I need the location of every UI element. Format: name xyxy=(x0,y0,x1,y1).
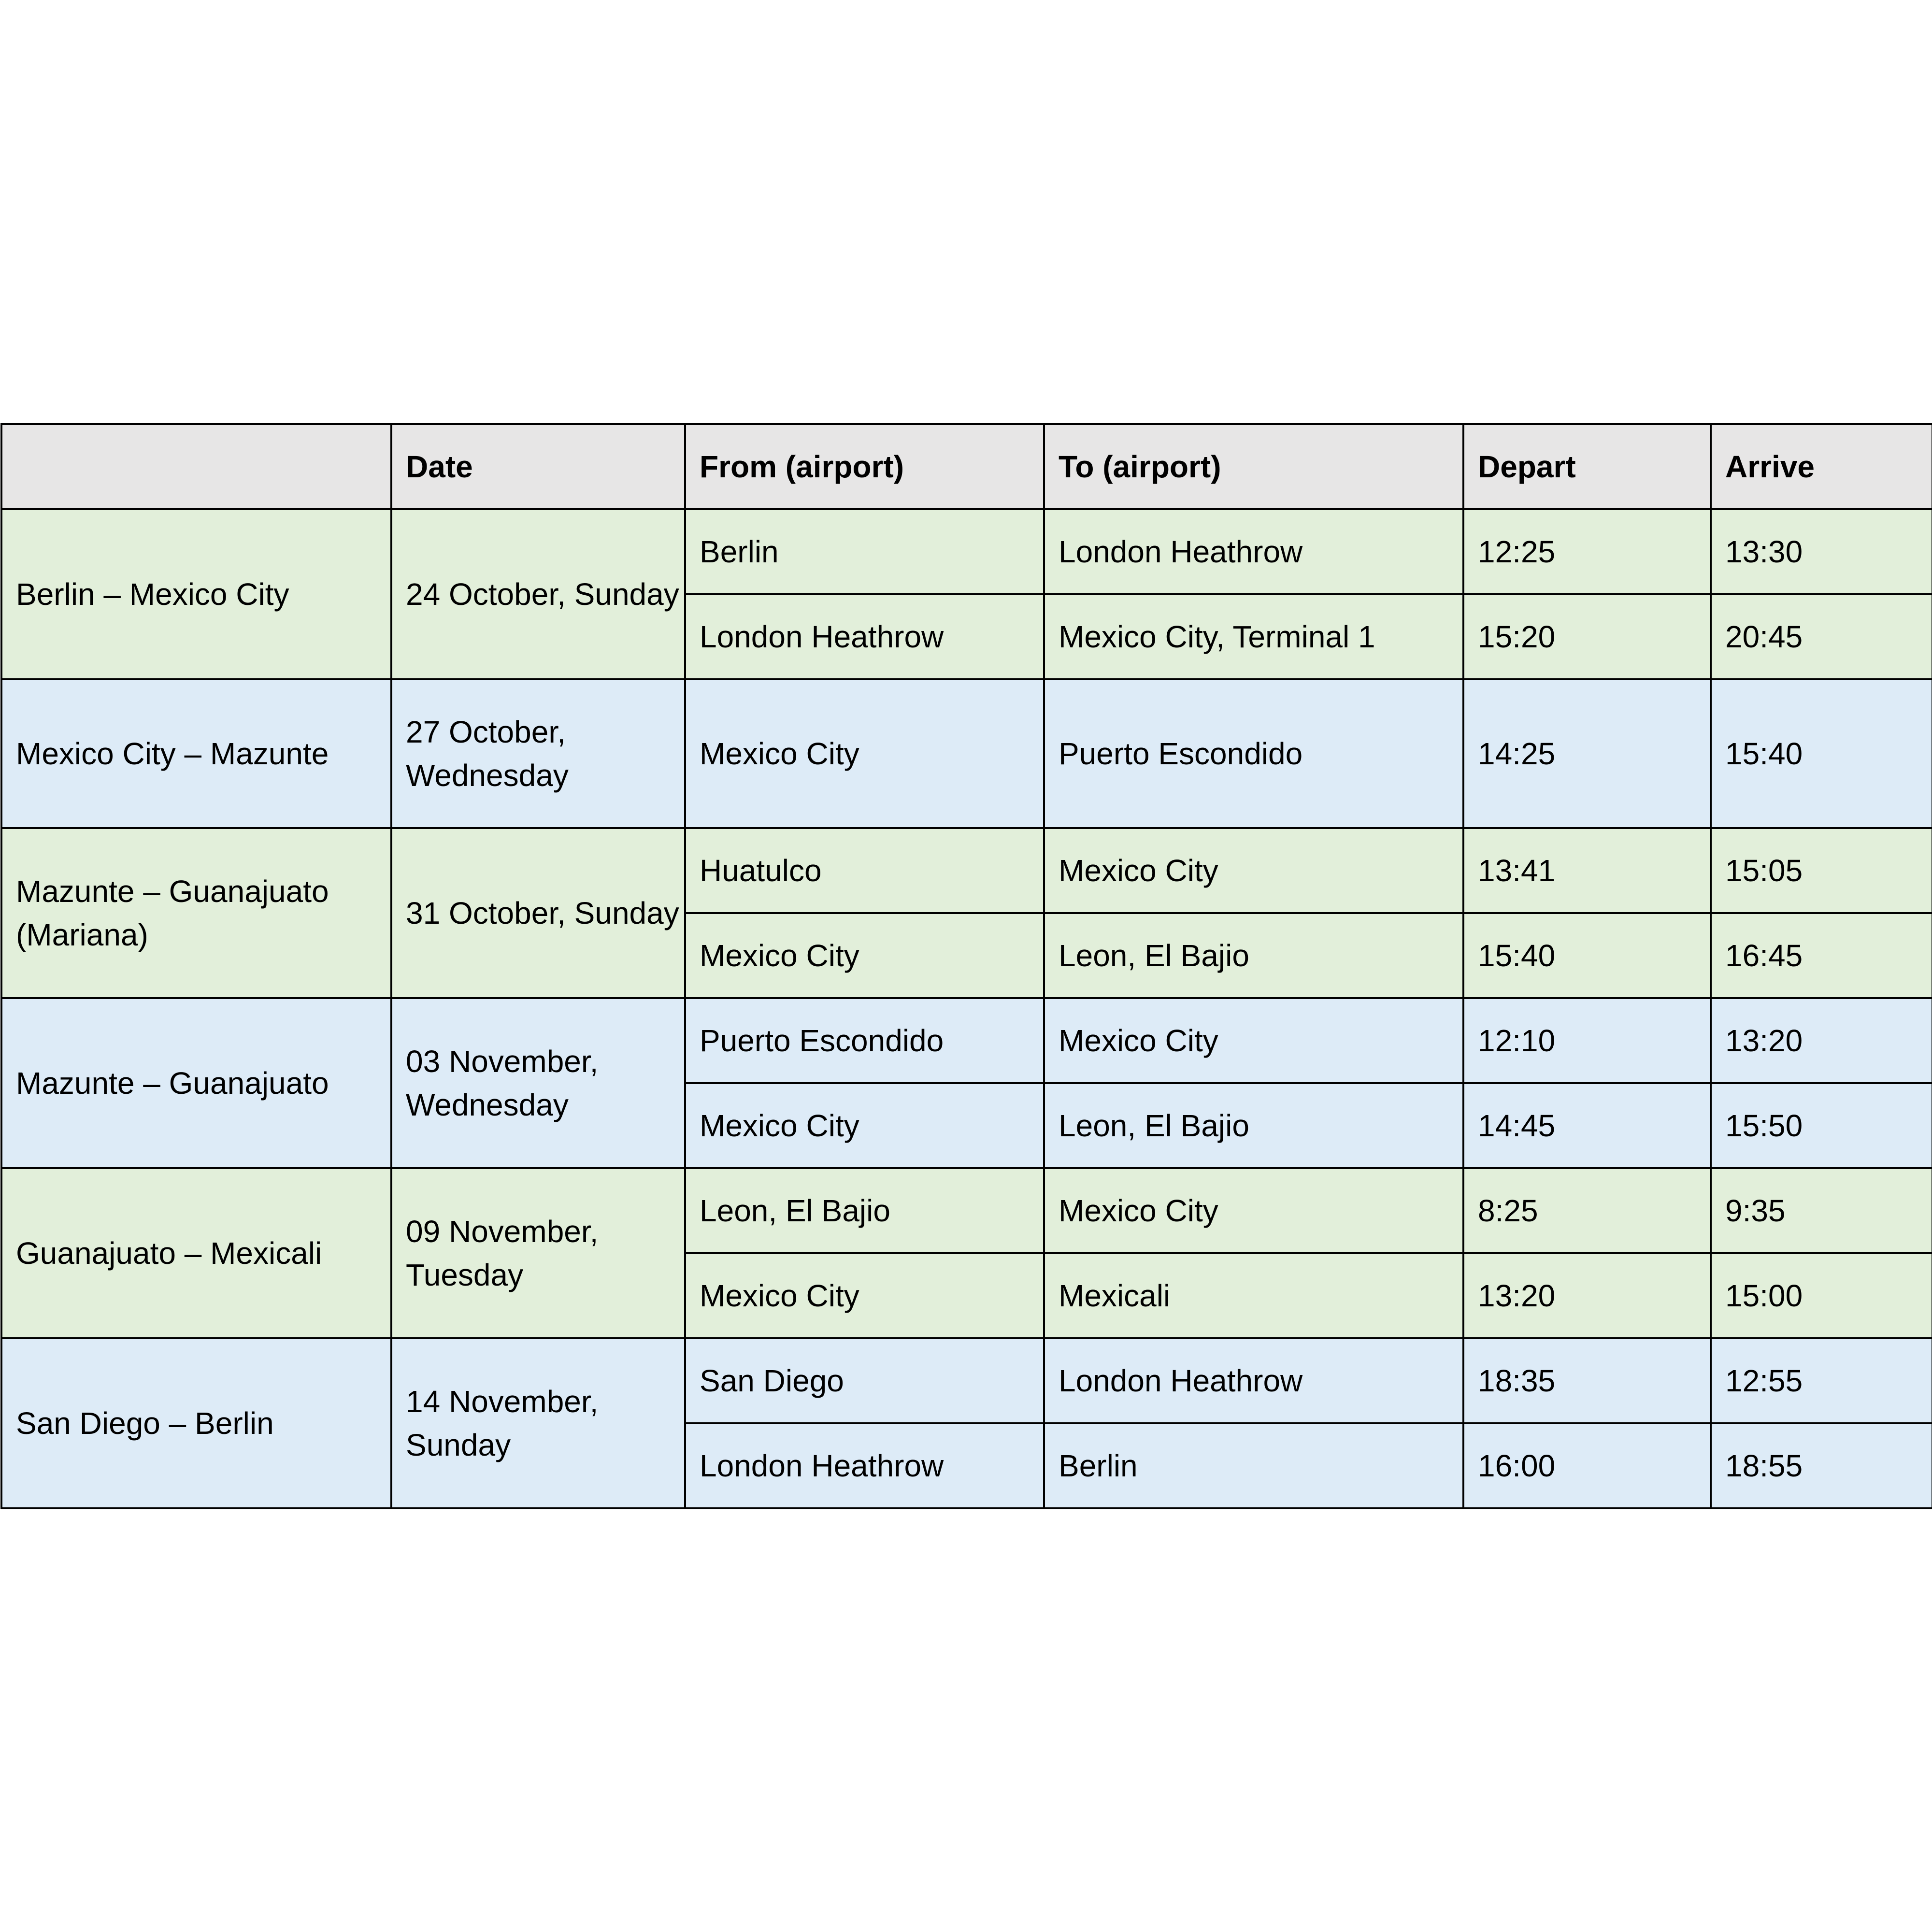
leg-depart: 16:00 xyxy=(1463,1423,1711,1508)
header-date: Date xyxy=(391,424,685,509)
leg-depart: 12:25 xyxy=(1463,509,1711,594)
leg-arrive: 15:50 xyxy=(1711,1083,1932,1168)
header-route xyxy=(1,424,391,509)
leg-arrive: 9:35 xyxy=(1711,1168,1932,1253)
trip-route: Berlin – Mexico City xyxy=(1,509,391,679)
leg-to: Leon, El Bajio xyxy=(1044,913,1463,998)
trip-route: Mexico City – Mazunte xyxy=(1,679,391,828)
leg-arrive: 15:05 xyxy=(1711,828,1932,913)
leg-to: Mexico City xyxy=(1044,1168,1463,1253)
table-row xyxy=(1,998,1932,1083)
leg-depart: 13:20 xyxy=(1463,1253,1711,1338)
trip-date: 24 October, Sunday xyxy=(391,509,685,679)
table-row xyxy=(1,1338,1932,1423)
trip-route: Mazunte – Guanajuato (Mariana) xyxy=(1,828,391,998)
leg-arrive: 15:40 xyxy=(1711,679,1932,828)
trip-date: 31 October, Sunday xyxy=(391,828,685,998)
leg-from: Mexico City xyxy=(685,1083,1044,1168)
trip-date: 27 October, Wednesday xyxy=(391,679,685,828)
leg-to: Mexico City, Terminal 1 xyxy=(1044,594,1463,679)
trip-date: 14 November, Sunday xyxy=(391,1338,685,1508)
header-row xyxy=(1,424,1932,509)
leg-arrive: 13:30 xyxy=(1711,509,1932,594)
leg-to: London Heathrow xyxy=(1044,509,1463,594)
leg-depart: 15:40 xyxy=(1463,913,1711,998)
leg-depart: 12:10 xyxy=(1463,998,1711,1083)
leg-depart: 13:41 xyxy=(1463,828,1711,913)
leg-depart: 14:45 xyxy=(1463,1083,1711,1168)
leg-to: Mexico City xyxy=(1044,998,1463,1083)
leg-arrive: 16:45 xyxy=(1711,913,1932,998)
itinerary-table xyxy=(0,423,1932,1509)
leg-arrive: 13:20 xyxy=(1711,998,1932,1083)
trip-route: Mazunte – Guanajuato xyxy=(1,998,391,1168)
leg-from: Leon, El Bajio xyxy=(685,1168,1044,1253)
header-arrive: Arrive xyxy=(1711,424,1932,509)
leg-arrive: 20:45 xyxy=(1711,594,1932,679)
leg-arrive: 15:00 xyxy=(1711,1253,1932,1338)
leg-from: Huatulco xyxy=(685,828,1044,913)
leg-from: London Heathrow xyxy=(685,594,1044,679)
leg-from: Puerto Escondido xyxy=(685,998,1044,1083)
leg-arrive: 18:55 xyxy=(1711,1423,1932,1508)
table-row xyxy=(1,1168,1932,1253)
trip-date: 03 November, Wednesday xyxy=(391,998,685,1168)
table-row xyxy=(1,509,1932,594)
leg-from: London Heathrow xyxy=(685,1423,1044,1508)
leg-from: San Diego xyxy=(685,1338,1044,1423)
leg-to: London Heathrow xyxy=(1044,1338,1463,1423)
leg-depart: 8:25 xyxy=(1463,1168,1711,1253)
leg-depart: 15:20 xyxy=(1463,594,1711,679)
leg-depart: 14:25 xyxy=(1463,679,1711,828)
leg-to: Leon, El Bajio xyxy=(1044,1083,1463,1168)
leg-from: Berlin xyxy=(685,509,1044,594)
leg-from: Mexico City xyxy=(685,913,1044,998)
leg-to: Mexico City xyxy=(1044,828,1463,913)
leg-from: Mexico City xyxy=(685,679,1044,828)
trip-route: Guanajuato – Mexicali xyxy=(1,1168,391,1338)
leg-to: Puerto Escondido xyxy=(1044,679,1463,828)
leg-from: Mexico City xyxy=(685,1253,1044,1338)
leg-to: Berlin xyxy=(1044,1423,1463,1508)
header-depart: Depart xyxy=(1463,424,1711,509)
header-from: From (airport) xyxy=(685,424,1044,509)
leg-arrive: 12:55 xyxy=(1711,1338,1932,1423)
header-to: To (airport) xyxy=(1044,424,1463,509)
table-row xyxy=(1,828,1932,913)
table-row xyxy=(1,679,1932,828)
leg-depart: 18:35 xyxy=(1463,1338,1711,1423)
trip-route: San Diego – Berlin xyxy=(1,1338,391,1508)
trip-date: 09 November, Tuesday xyxy=(391,1168,685,1338)
leg-to: Mexicali xyxy=(1044,1253,1463,1338)
